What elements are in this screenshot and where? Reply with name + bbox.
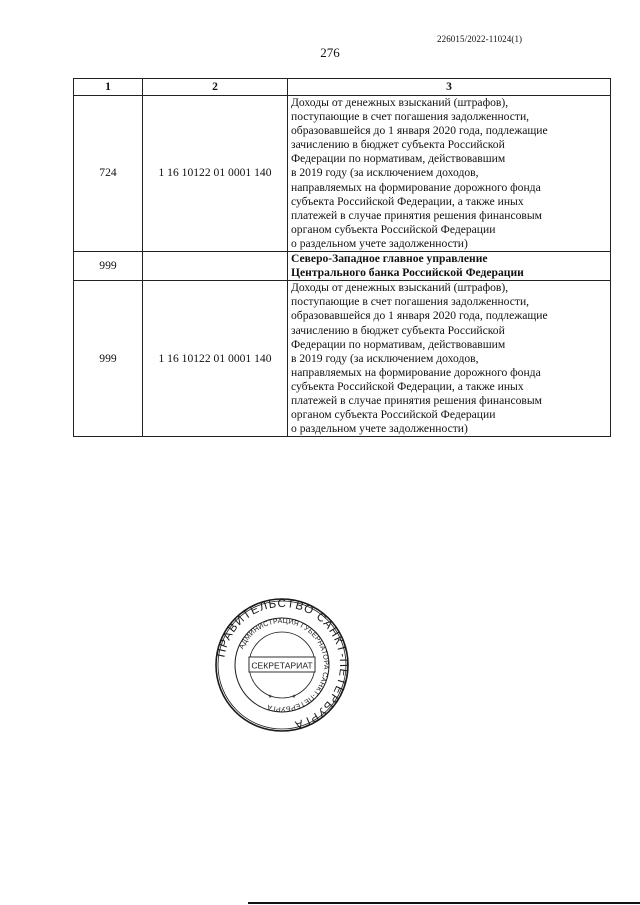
description-line: Федерации по нормативам, действовавшим <box>291 152 506 166</box>
administrator-name-cell <box>288 252 611 281</box>
code-cell: 724 <box>74 96 143 252</box>
budget-class-code-cell: 1 16 10122 01 0001 140 <box>143 281 288 437</box>
description-line: субъекта Российской Федерации, а также иных <box>291 379 524 393</box>
description-line: о раздельном учете задолженности) <box>291 236 468 250</box>
description-line: Доходы от денежных взысканий (штрафов), <box>291 281 509 295</box>
bottom-rule <box>248 902 640 904</box>
code-cell: 999 <box>74 281 143 437</box>
description-line: зачислению в бюджет субъекта Российской <box>291 138 505 152</box>
description-line: органом субъекта Российской Федерации <box>291 408 496 422</box>
description-line: в 2019 году (за исключением доходов, <box>291 351 479 365</box>
column-header-1: 1 <box>74 79 143 96</box>
description-line: органом субъекта Российской Федерации <box>291 222 496 236</box>
description-line: направляемых на формирование дорожного фонда <box>291 180 541 194</box>
description-line: платежей в случае принятия решения финансовым <box>291 208 542 222</box>
table-body <box>74 96 611 437</box>
seal-center-text: СЕКРЕТАРИАТ <box>251 660 313 671</box>
seal-outer-text: ПРАВИТЕЛЬСТВО САНКТ-ПЕТЕРБУРГА <box>215 597 350 731</box>
description-line: Федерации по нормативам, действовавшим <box>291 337 506 351</box>
description-line: поступающие в счет погашения задолженности, <box>291 110 530 124</box>
table-row <box>74 96 611 252</box>
description-line: образовавшейся до 1 января 2020 года, подлежащие <box>291 309 548 323</box>
description-cell <box>288 96 611 252</box>
description-cell <box>288 281 611 437</box>
description-line: в 2019 году (за исключением доходов, <box>291 166 479 180</box>
code-cell: 999 <box>74 252 143 281</box>
seal-star-right: * <box>292 693 296 703</box>
column-header-2: 2 <box>143 79 288 96</box>
description-line: образовавшейся до 1 января 2020 года, подлежащие <box>291 124 548 138</box>
description-line: о раздельном учете задолженности) <box>291 422 468 436</box>
table-row <box>74 281 611 437</box>
table-header-row <box>74 79 611 96</box>
description-line: Северо-Западное главное управление <box>291 252 488 266</box>
secretariat-seal <box>214 597 350 733</box>
description-line: направляемых на формирование дорожного фонда <box>291 365 541 379</box>
description-line: Центрального банка Российской Федерации <box>291 266 524 280</box>
description-line: платежей в случае принятия решения финансовым <box>291 393 542 407</box>
seal-inner-text: АДМИНИСТРАЦИЯ ГУБЕРНАТОРА САНКТ-ПЕТЕРБУРГА <box>238 617 330 713</box>
budget-codes-table <box>73 78 611 437</box>
description-line: субъекта Российской Федерации, а также иных <box>291 194 524 208</box>
budget-class-code-cell <box>143 252 288 281</box>
budget-class-code-cell: 1 16 10122 01 0001 140 <box>143 96 288 252</box>
column-header-3: 3 <box>288 79 611 96</box>
description-line: Доходы от денежных взысканий (штрафов), <box>291 96 509 109</box>
description-line: зачислению в бюджет субъекта Российской <box>291 323 505 337</box>
table-row <box>74 252 611 281</box>
seal-star-left: * <box>268 693 272 703</box>
document-id: 226015/2022-11024(1) <box>437 34 523 44</box>
page-number: 276 <box>320 45 340 60</box>
description-line: поступающие в счет погашения задолженности, <box>291 295 530 309</box>
